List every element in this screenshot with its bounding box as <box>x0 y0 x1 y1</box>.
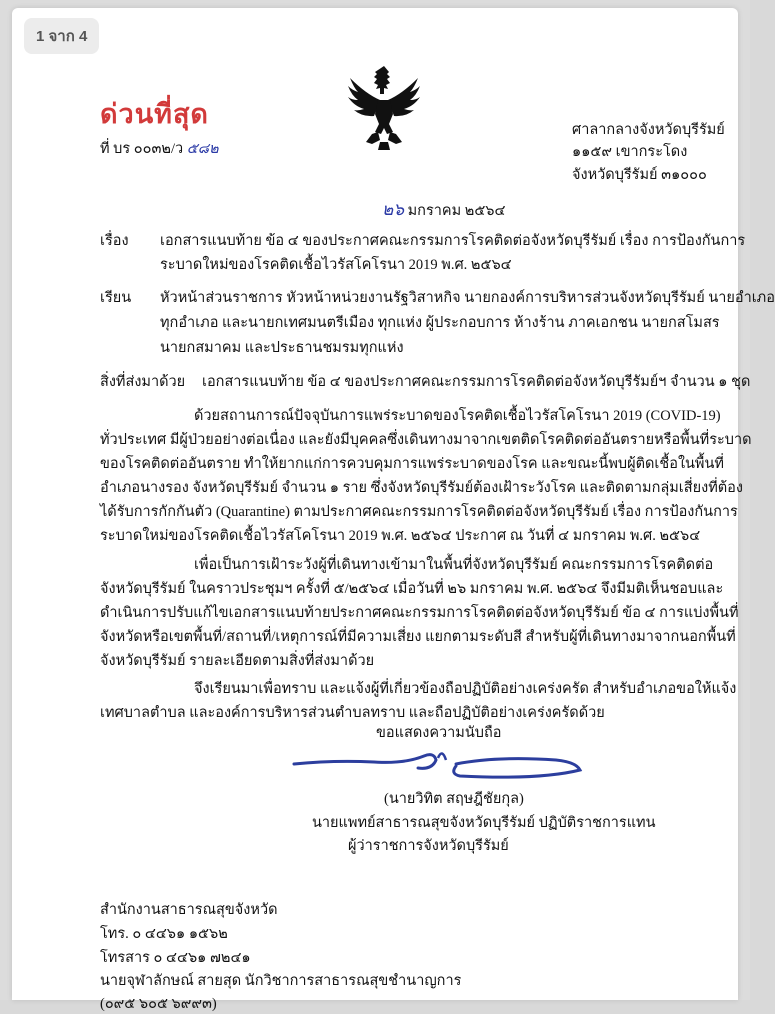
signer-title: นายแพทย์สาธารณสุขจังหวัดบุรีรัมย์ ปฏิบัติราชการแทน <box>312 815 656 831</box>
page-indicator: 1 จาก 4 <box>24 18 99 54</box>
reference-number: ที่ บร ๐๐๓๒/ว ๕๘๒ <box>100 141 219 157</box>
document-page <box>12 8 775 1012</box>
to-label: เรียน <box>100 290 132 306</box>
to-line: หัวหน้าส่วนราชการ หัวหน้าหน่วยงานรัฐวิสาหกิจ นายกองค์การบริหารส่วนจังหวัดบุรีรัมย์ นายอำเภอ <box>160 290 775 306</box>
closing: ขอแสดงความนับถือ <box>376 725 502 741</box>
subject-line: เอกสารแนบท้าย ข้อ ๔ ของประกาศคณะกรรมการโรคติดต่อจังหวัดบุรีรัมย์ เรื่อง การป้องกันการ <box>160 233 746 249</box>
garuda-emblem-icon <box>342 60 426 152</box>
enclosure-label: สิ่งที่ส่งมาด้วย <box>100 374 186 390</box>
subject-line: ระบาดใหม่ของโรคติดเชื้อไวรัสโคโรนา 2019 พ.ศ. ๒๕๖๔ <box>160 257 512 273</box>
paragraph-1: ด้วยสถานการณ์ปัจจุบันการแพร่ระบาดของโรคติดเชื้อไวรัสโคโรนา 2019 (COVID-19) ทั่วประเทศ มีผู้ป่วยอย่างต่อเนื่อง และยังมีบุคคลซึ่งเดินทางมาจากเขตติดโรคติดต่ออันตรายหรือพื้นที่ระบาด ของโรคติดต่ออันตราย ทำให้ยากแก่การควบคุมการแพร่ระบาดของโรค และขณะนี้พบผู้ติดเชื้อในพื้นที่ อำเภอนางรอง จังหวัดบุรีรัมย์ จำนวน ๑ ราย ซึ่งจังหวัดบุรีรัมย์ต้องเฝ้าระวังโรค และติดตามกลุ่มเสี่ยงที่ต้อง ได้รับการกักกันตัว (Quarantine) ตามประกาศคณะกรรมการโรคติดต่อจังหวัดบุรีรัมย์ เรื่อง การป้องกันการ ระบาดใหม่ของโรคติดเชื้อไวรัสโคโรนา 2019 พ.ศ. ๒๕๖๔ ประกาศ ณ วันที่ ๔ มกราคม พ.ศ. ๒๕๖๔ <box>100 408 752 544</box>
signer-name: (นายวิทิต สฤษฎีชัยกุล) <box>384 791 524 807</box>
to-line: นายกสมาคม และประธานชมรมทุกแห่ง <box>160 340 404 356</box>
signer-title: ผู้ว่าราชการจังหวัดบุรีรัมย์ <box>348 838 509 854</box>
letter-date: ๒๖ มกราคม ๒๕๖๔ <box>382 200 506 219</box>
signature-icon <box>288 744 588 784</box>
urgent-stamp: ด่วนที่สุด <box>100 99 209 130</box>
paragraph-2: เพื่อเป็นการเฝ้าระวังผู้ที่เดินทางเข้ามาในพื้นที่จังหวัดบุรีรัมย์ คณะกรรมการโรคติดต่อ จังหวัดบุรีรัมย์ ในคราวประชุมฯ ครั้งที่ ๕/๒๕๖๔ เมื่อวันที่ ๒๖ มกราคม พ.ศ. ๒๕๖๔ จึงมีมติเห็นชอบและ ดำเนินการปรับแก้ไขเอกสารแนบท้ายประกาศคณะกรรมการโรคติดต่อจังหวัดบุรีรัมย์ ข้อ ๔ การแบ่งพื้นที่ จังหวัดหรือเขตพื้นที่/สถานที่/เหตุการณ์ที่มีความเสี่ยง แยกตามระดับสี สำหรับผู้ที่เดินทางมาจากนอกพื้นที่ จังหวัดบุรีรัมย์ รายละเอียดตามสิ่งที่ส่งมาด้วย <box>100 557 739 669</box>
enclosure-text: เอกสารแนบท้าย ข้อ ๔ ของประกาศคณะกรรมการโรคติดต่อจังหวัดบุรีรัมย์ฯ จำนวน ๑ ชุด <box>202 374 751 390</box>
subject-label: เรื่อง <box>100 233 129 249</box>
to-line: ทุกอำเภอ และนายกเทศมนตรีเมือง ทุกแห่ง ผู้ประกอบการ ห้างร้าน ภาคเอกชน นายกสโมสร <box>160 315 720 331</box>
letter: ด่วนที่สุด ที่ บร ๐๐๓๒/ว ๕๘๒ ศาลากลางจังหวัดบุรีรัมย์ ๑๑๕๙ เขากระโดง จังหวัดบุรีรัมย์ ๓๑๐๐๐ ๒๖ มกราคม ๒๕๖๔ เรื่อง เอกสารแนบท้าย ข้อ ๔ ของประกาศคณะกรรมการโรคติดต่อจังหวัดบุรีรัมย์ เรื่อง การป้องกันการ ระบาดใหม่ของโรคติดเชื้อไวรัสโคโรนา 2019 พ.ศ. ๒๕๖๔ เรียน หัวหน้าส่วนราชการ หัวหน้าหน่วยงานรัฐวิสาหกิจ นายกองค์การบริหารส่วนจังหวัดบุรีรัมย์ นายอำเภอ ทุกอำเภอ และนายกเทศมนตรีเมือง ทุกแห่ง ผู้ประกอบการ ห้างร้าน ภาคเอกชน นายกสโมสร นายกสมาคม และประธานชมรมทุกแห่ง สิ่งที่ส่งมาด้วย เอกสารแนบท้าย ข้อ ๔ ของประกาศคณะกรรมการโรคติดต่อจังหวัดบุรีรัมย์ฯ จำนวน ๑ ชุด ด้วยสถานการณ์ปัจจุบันการแพร่ระบาดของโรคติดเชื้อไวรัสโคโรนา 2019 (COVID-19) ทั่วประเทศ มีผู้ป่วยอย่างต่อเนื่อง และยังมีบุคคลซึ่งเดินทางมาจากเขตติดโรคติดต่ออันตรายหรือพื้นที่ระบาด ของโรคติดต่ออันตราย ทำให้ยากแก่การควบคุมการแพร่ระบาดของโรค และขณะนี้พบผู้ติดเชื้อในพื้นที่ อำเภอนางรอง จังหวัดบุรีรัมย์ จำนวน ๑ ราย ซึ่งจังหวัดบุรีรัมย์ต้องเฝ้าระวังโรค และติดตามกลุ่มเสี่ยงที่ต้อง ได้รับการกักกันตัว (Quarantine) ตามประกาศคณะกรรมการโรคติดต่อจังหวัดบุรีรัมย์ เรื่อง การป้องกันการ ระบาดใหม่ของโรคติดเชื้อไวรัสโคโรนา 2019 พ.ศ. ๒๕๖๔ ประกาศ ณ วันที่ ๔ มกราคม พ.ศ. ๒๕๖๔ เพื่อเป็นการเฝ้าระวังผู้ที่เดินทางเข้ามาในพื้นที่จังหวัดบุรีรัมย์ คณะกรรมการโรคติดต่อ จังหวัดบุรีรัมย์ ในคราวประชุมฯ ครั้งที่ ๕/๒๕๖๔ เมื่อวันที่ ๒๖ มกราคม พ.ศ. ๒๕๖๔ จึงมีมติเห็นชอบและ ดำเนินการปรับแก้ไขเอกสารแนบท้ายประกาศคณะกรรมการโรคติดต่อจังหวัดบุรีรัมย์ ข้อ ๔ การแบ่งพื้นที่ จังหวัดหรือเขตพื้นที่/สถานที่/เหตุการณ์ที่มีความเสี่ยง แยกตามระดับสี สำหรับผู้ที่เดินทางมาจากนอกพื้นที่ จังหวัดบุรีรัมย์ รายละเอียดตามสิ่งที่ส่งมาด้วย จึงเรียนมาเพื่อทราบ และแจ้งผู้ที่เกี่ยวข้องถือปฏิบัติอย่างเคร่งครัด สำหรับอำเภอขอให้แจ้ง เทศบาลตำบล และองค์การบริหารส่วนตำบลทราบ และถือปฏิบัติอย่างเคร่งครัดด้วย ขอแสดงความนับถือ (นายวิทิต สฤษฎีชัยกุล) นายแพทย์สาธารณสุขจังหวัดบุรีรัมย์ ปฏิบัติราชการแทน ผู้ว่าราชการจังหวัดบุรีรัมย์ สำนักงานสาธารณสุขจังหวัด โทร. ๐ ๔๔๖๑ ๑๕๖๒ โทรสาร ๐ ๔๔๖๑ ๗๒๔๑ นายจุฬาลักษณ์ สายสุด นักวิชาการสาธารณสุขชำนาญการ (๐๙๕ ๖๐๕ ๖๙๙๓) <box>12 8 738 1000</box>
paragraph-3: จึงเรียนมาเพื่อทราบ และแจ้งผู้ที่เกี่ยวข้องถือปฏิบัติอย่างเคร่งครัด สำหรับอำเภอขอให้แจ้ง เทศบาลตำบล และองค์การบริหารส่วนตำบลทราบ และถือปฏิบัติอย่างเคร่งครัดด้วย <box>100 681 737 721</box>
